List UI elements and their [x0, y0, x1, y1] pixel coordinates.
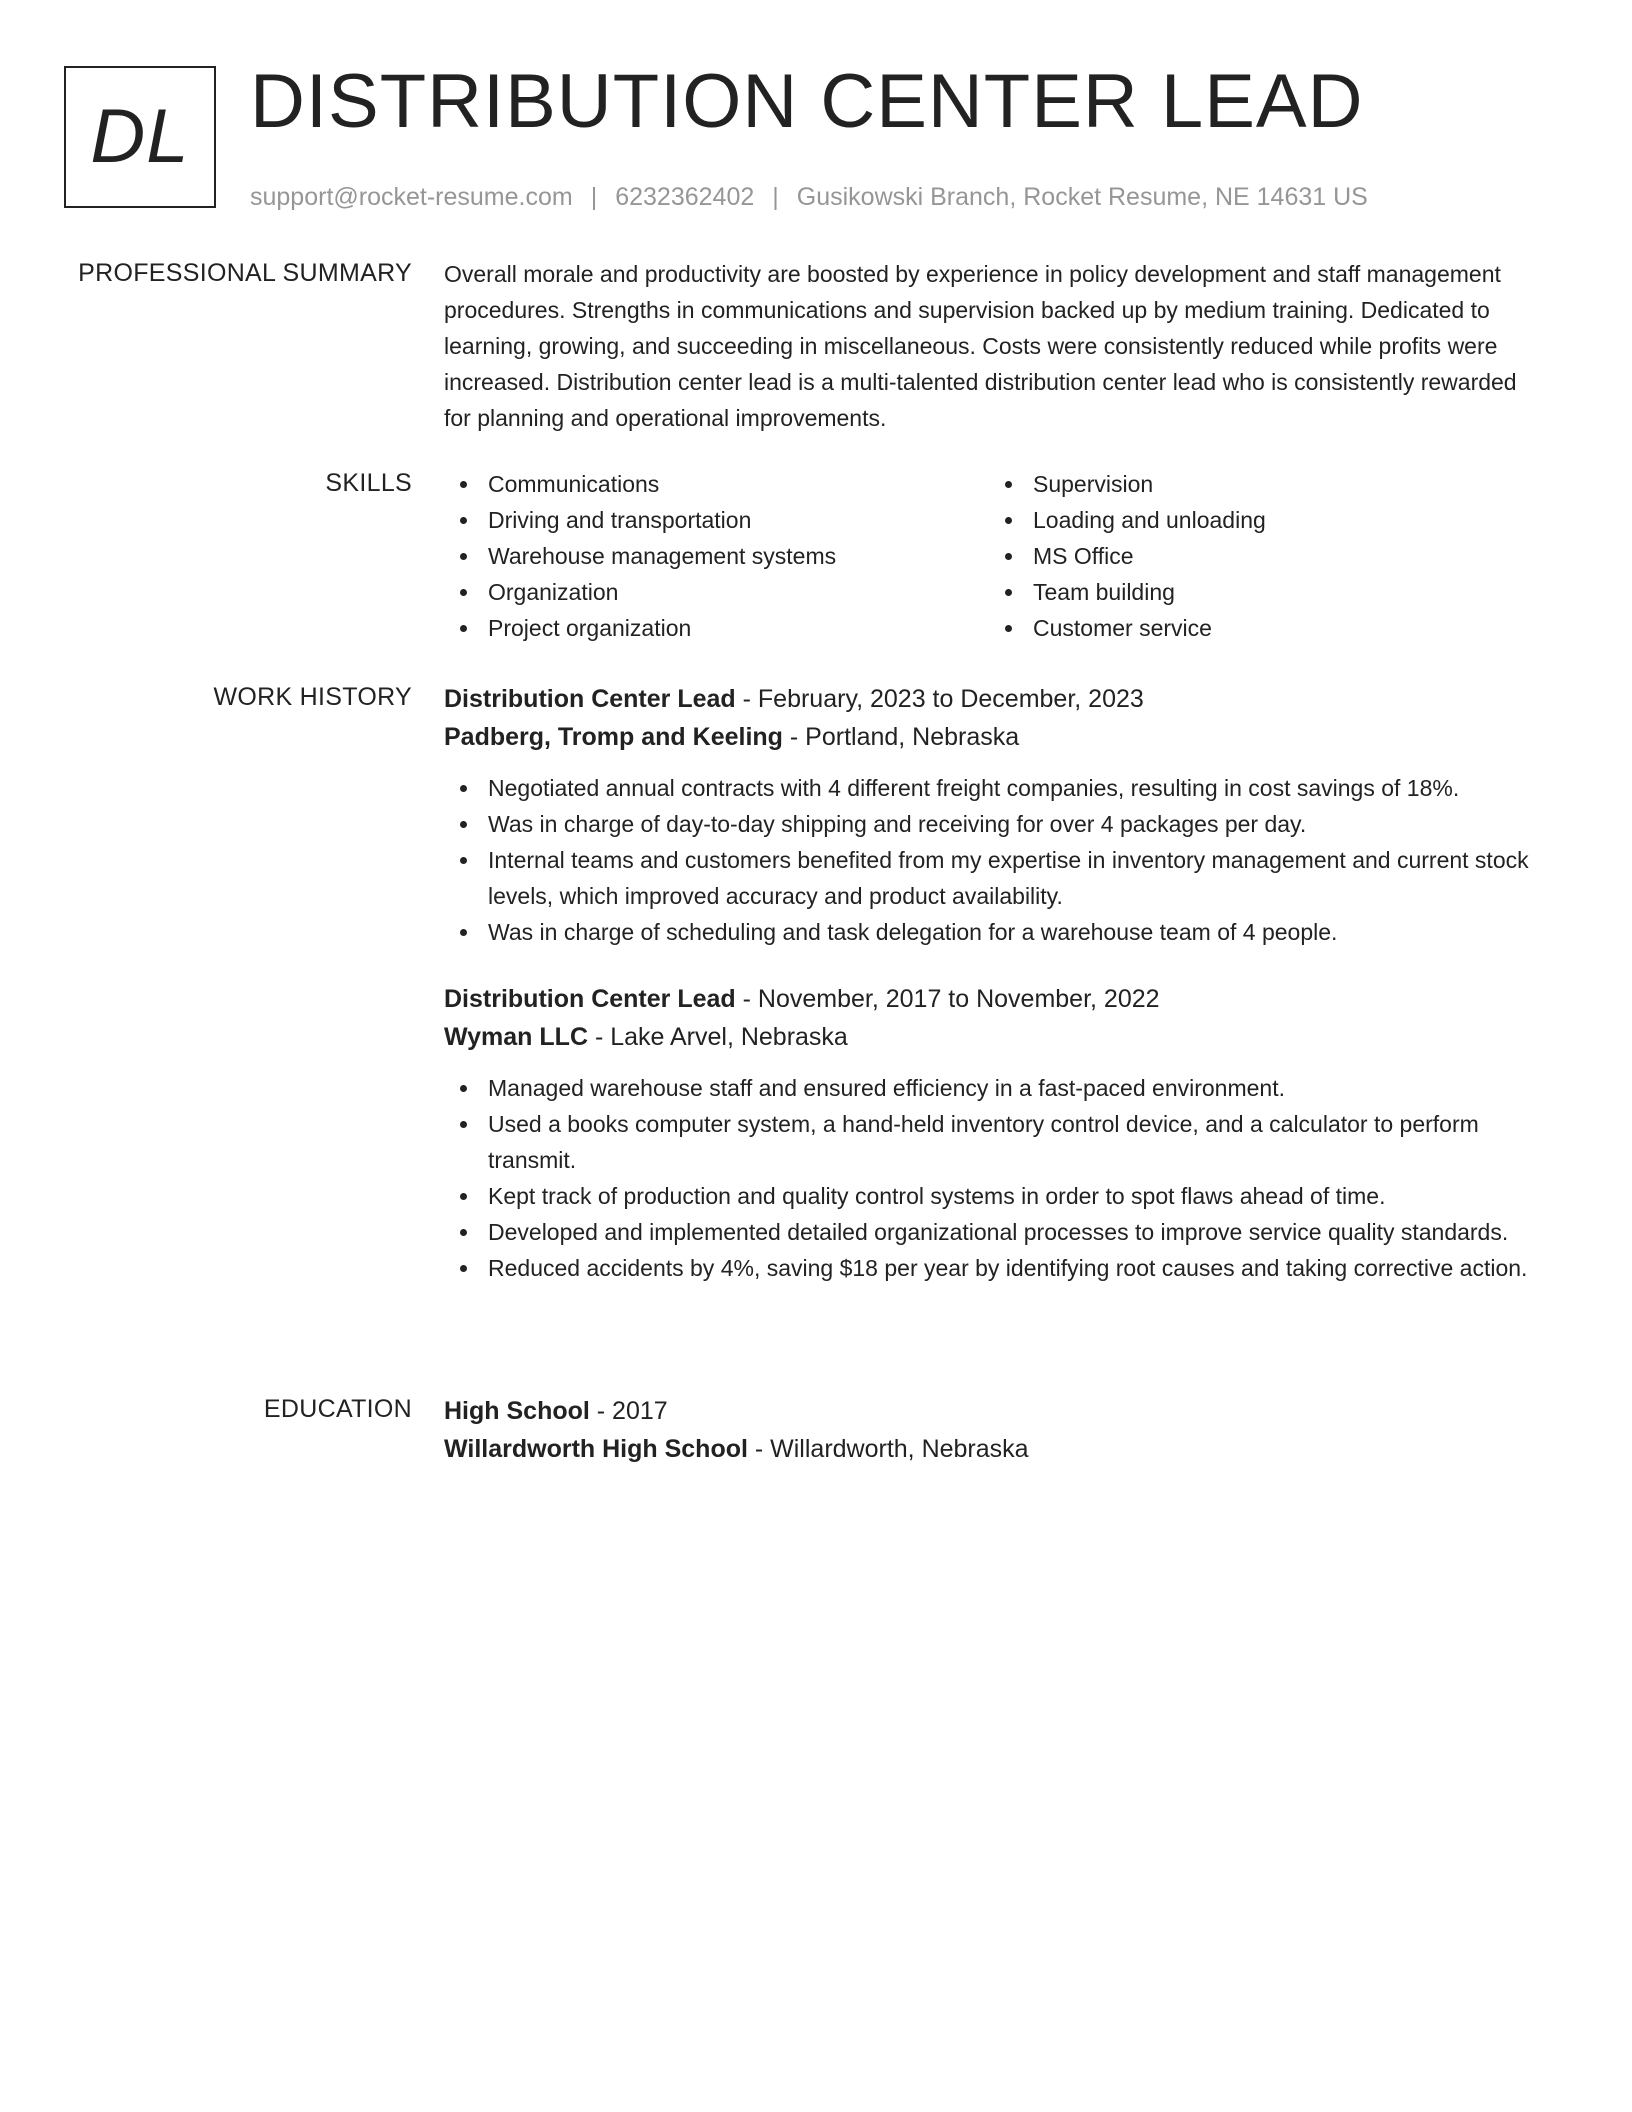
- skills-list-right: [989, 466, 1534, 646]
- section-heading-skills: SKILLS: [325, 469, 412, 497]
- contact-line: [250, 182, 1590, 212]
- job-dates: - November, 2017 to November, 2022: [735, 985, 1160, 1013]
- contact-separator: |: [590, 183, 598, 211]
- job-entry: [444, 680, 1560, 950]
- summary-body: [444, 256, 1560, 436]
- skill-item: MS Office: [989, 538, 1534, 574]
- job-dates: - February, 2023 to December, 2023: [735, 685, 1144, 713]
- job-bullet: Reduced accidents by 4%, saving $18 per year by identifying root causes and taking corrective action.: [444, 1250, 1560, 1286]
- job-bullet: Was in charge of day-to-day shipping and receiving for over 4 packages per day.: [444, 806, 1560, 842]
- education-year: - 2017: [589, 1397, 668, 1425]
- monogram-initials: DL: [90, 94, 190, 179]
- education-degree: High School: [444, 1397, 590, 1425]
- job-bullet: Was in charge of scheduling and task delegation for a warehouse team of 4 people.: [444, 914, 1560, 950]
- job-bullet: Negotiated annual contracts with 4 different freight companies, resulting in cost savings of 18%.: [444, 770, 1560, 806]
- work-history-body: [444, 680, 1560, 1286]
- resume-header: [250, 58, 1590, 212]
- section-heading-education: EDUCATION: [263, 1395, 412, 1423]
- job-company-line: [444, 1018, 1560, 1056]
- education-school: Willardworth High School: [444, 1435, 748, 1463]
- skill-item: Driving and transportation: [444, 502, 989, 538]
- job-bullet: Internal teams and customers benefited from my expertise in inventory management and current stock levels, which improved accuracy and product availability.: [444, 842, 1560, 914]
- education-location: - Willardworth, Nebraska: [747, 1435, 1029, 1463]
- job-location: - Portland, Nebraska: [782, 723, 1020, 751]
- skills-body: [444, 466, 1560, 646]
- job-company-line: [444, 718, 1560, 756]
- skill-item: Customer service: [989, 610, 1534, 646]
- job-entry: [444, 980, 1560, 1286]
- skill-item: Team building: [989, 574, 1534, 610]
- contact-address: Gusikowski Branch, Rocket Resume, NE 14631 US: [796, 183, 1368, 211]
- skill-item: Communications: [444, 466, 989, 502]
- contact-separator: |: [772, 183, 779, 211]
- job-title: Distribution Center Lead: [444, 985, 736, 1013]
- monogram-box: [64, 66, 216, 208]
- job-location: - Lake Arvel, Nebraska: [588, 1023, 848, 1051]
- job-bullet-list: [444, 1070, 1560, 1286]
- skill-item: Organization: [444, 574, 989, 610]
- job-company: Padberg, Tromp and Keeling: [444, 723, 783, 751]
- skill-item: Loading and unloading: [989, 502, 1534, 538]
- job-title-line: [444, 980, 1560, 1018]
- skills-list-left: [444, 466, 989, 646]
- skill-item: Project organization: [444, 610, 989, 646]
- contact-phone: 6232362402: [615, 183, 755, 211]
- job-title-line: [444, 680, 1560, 718]
- job-bullet: Used a books computer system, a hand-held inventory control device, and a calculator to perform transmit.: [444, 1106, 1560, 1178]
- summary-text: Overall morale and productivity are boosted by experience in policy development and staff management procedures. Strengths in communications and supervision backed up by medium training. Dedicated to learning, growing, and succeeding in miscellaneous. Costs were consistently reduced while profits were increased. Distribution center lead is a multi-talented distribution center lead who is consistently rewarded for planning and operational improvements.: [444, 261, 1517, 431]
- job-company: Wyman LLC: [444, 1023, 588, 1051]
- job-title: Distribution Center Lead: [444, 685, 736, 713]
- education-degree-line: [444, 1392, 1560, 1430]
- education-body: [444, 1392, 1560, 1468]
- job-bullet: Developed and implemented detailed organizational processes to improve service quality standards.: [444, 1214, 1560, 1250]
- section-heading-summary: PROFESSIONAL SUMMARY: [78, 259, 412, 287]
- skill-item: Warehouse management systems: [444, 538, 989, 574]
- candidate-name: DISTRIBUTION CENTER LEAD: [250, 59, 1364, 144]
- job-bullet: Managed warehouse staff and ensured efficiency in a fast-paced environment.: [444, 1070, 1560, 1106]
- education-school-line: [444, 1430, 1560, 1468]
- job-bullet-list: [444, 770, 1560, 950]
- job-bullet: Kept track of production and quality control systems in order to spot flaws ahead of time.: [444, 1178, 1560, 1214]
- section-heading-work-history: WORK HISTORY: [213, 683, 412, 711]
- skill-item: Supervision: [989, 466, 1534, 502]
- contact-email: support@rocket-resume.com: [250, 183, 573, 211]
